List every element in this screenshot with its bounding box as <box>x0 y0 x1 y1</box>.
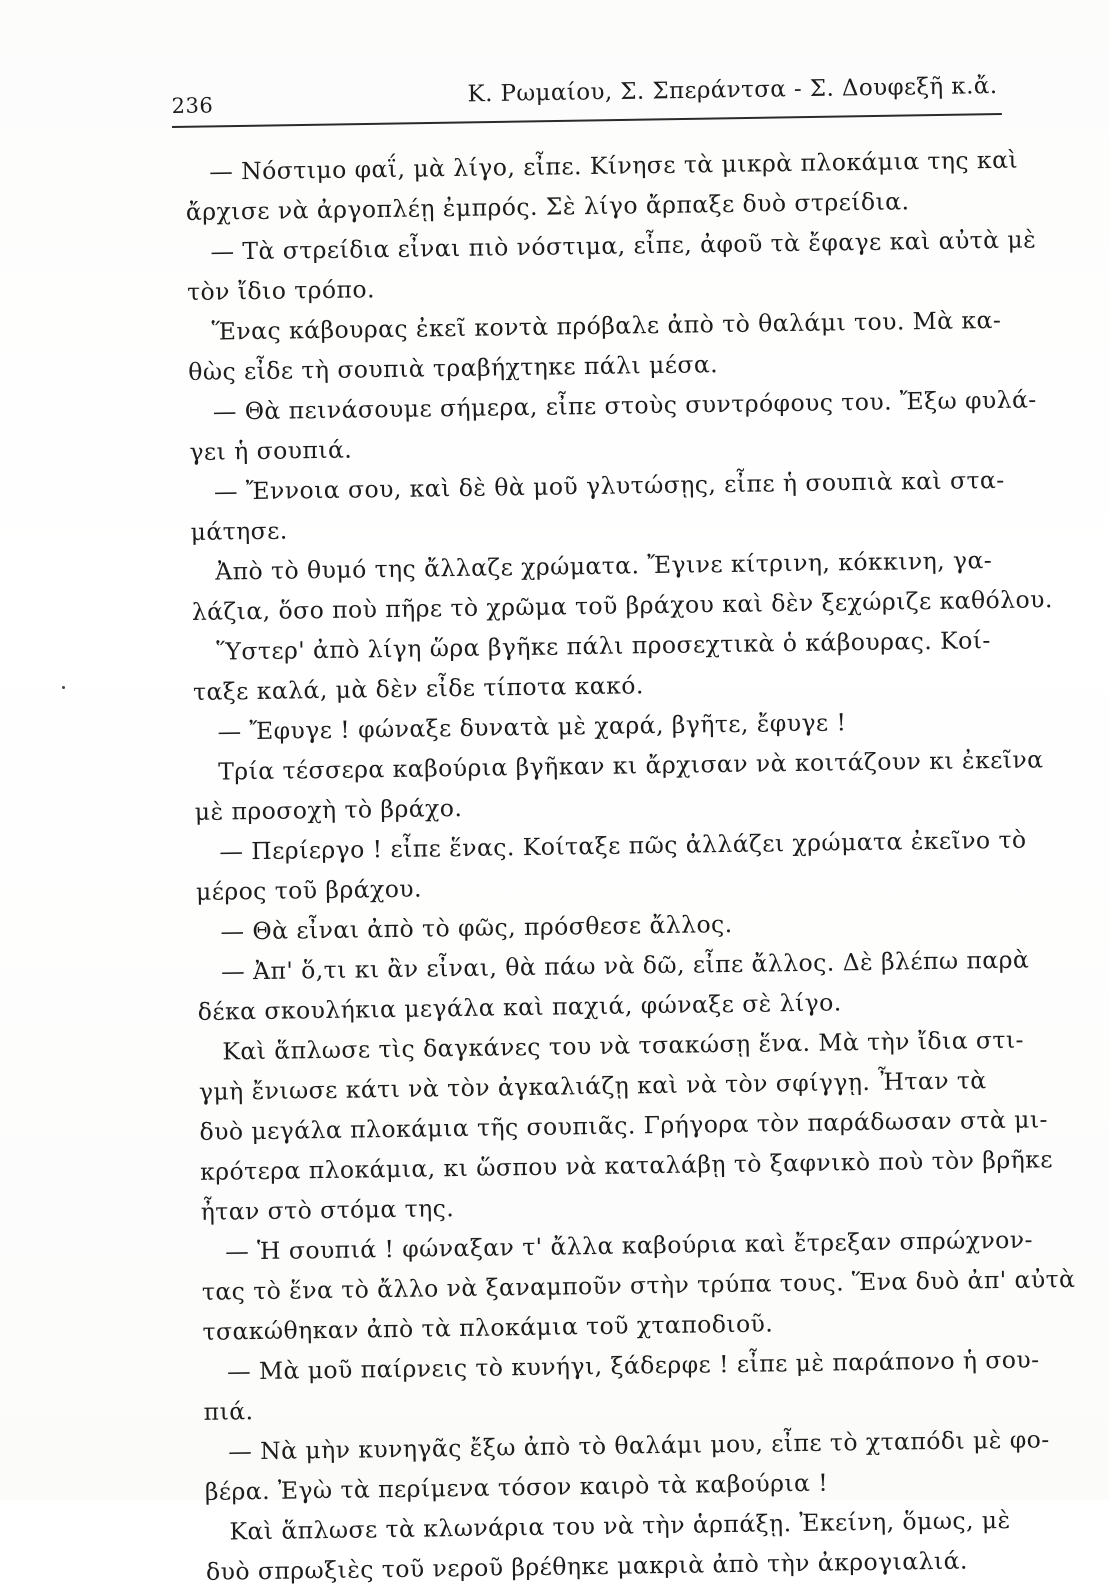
text-line: — Περίεργο ! εἶπε ἕνας. Κοίταξε πῶς ἀλλάζει χρώματα ἐκεῖνο τὸ <box>219 825 1027 866</box>
text-line: δέκα σκουλήκια μεγάλα καὶ παχιά, φώναξε σὲ λίγο. <box>197 988 842 1026</box>
text-line: — Ἔννοια σου, καὶ δὲ θὰ μοῦ γλυτώσῃς, εἶπε ἡ σουπιὰ καὶ στα- <box>213 465 1005 506</box>
body-text <box>185 140 1076 1592</box>
text-line: — Μὰ μοῦ παίρνεις τὸ κυνήγι, ξάδερφε ! εἶπε μὲ παράπονο ἡ σου- <box>226 1345 1040 1386</box>
text-line: — Ἔφυγε ! φώναξε δυνατὰ μὲ χαρά, βγῆτε, ἔφυγε ! <box>217 708 847 746</box>
text-line: πιά. <box>203 1397 254 1426</box>
page-number: 236 <box>171 93 214 119</box>
text-line: δυὸ μεγάλα πλοκάμια τῆς σουπιᾶς. Γρήγορα τὸν παράδωσαν στὰ μι- <box>199 1105 1049 1146</box>
text-line: — Τὰ στρείδια εἶναι πιὸ νόστιμα, εἶπε, ἀφοῦ τὰ ἔφαγε καὶ αὐτὰ μὲ <box>210 225 1037 266</box>
text-line: δυὸ σπρωξιὲς τοῦ νεροῦ βρέθηκε μακριὰ ἀπὸ τὴν ἀκρογιαλιά. <box>205 1546 969 1586</box>
text-line: μάτησε. <box>190 516 288 546</box>
text-line: τὸν ἴδιο τρόπο. <box>186 275 376 306</box>
text-line: Τρία τέσσερα καβούρια βγῆκαν κι ἄρχισαν νὰ κοιτάζουν κι ἐκεῖνα <box>217 745 1044 786</box>
text-line: — Νὰ μὴν κυνηγᾶς ἔξω ἀπὸ τὸ θαλάμι μου, εἶπε τὸ χταπόδι μὲ φο- <box>228 1425 1050 1466</box>
text-line: βέρα. Ἐγὼ τὰ περίμενα τόσον καιρὸ τὰ καβούρια ! <box>204 1468 829 1506</box>
text-line: Καὶ ἅπλωσε τὶς δαγκάνες του νὰ τσακώσῃ ἕνα. Μὰ τὴν ἴδια στι- <box>222 1025 1025 1066</box>
text-line: γει ἡ σουπιά. <box>189 435 353 466</box>
text-line: μέρος τοῦ βράχου. <box>195 874 423 906</box>
text-line: γμὴ ἔνιωσε κάτι νὰ τὸν ἀγκαλιάζῃ καὶ νὰ τὸν σφίγγῃ. Ἦταν τὰ <box>198 1066 987 1106</box>
text-line: ἦταν στὸ στόμα της. <box>200 1194 455 1226</box>
text-line: μὲ προσοχὴ τὸ βράχο. <box>194 793 463 826</box>
text-line: — Ἡ σουπιά ! φώναξαν τ' ἄλλα καβούρια καὶ ἔτρεξαν σπρώχνον- <box>225 1225 1034 1266</box>
text-line: λάζια, ὅσο ποὺ πῆρε τὸ χρῶμα τοῦ βράχου καὶ δὲν ξεχώριζε καθόλου. <box>191 585 1053 626</box>
text-line: Καὶ ἅπλωσε τὰ κλωνάρια του νὰ τὴν ἁρπάξῃ. Ἐκείνη, ὅμως, μὲ <box>229 1505 1011 1546</box>
text-line: Ὕστερ' ἀπὸ λίγη ὥρα βγῆκε πάλι προσεχτικὰ ὁ κάβουρας. Κοί- <box>216 626 991 666</box>
text-line: ταξε καλά, μὰ δὲν εἶδε τίποτα κακό. <box>192 671 644 706</box>
text-line: — Θὰ εἶναι ἀπὸ τὸ φῶς, πρόσθεσε ἄλλος. <box>220 909 733 946</box>
text-line: τας τὸ ἕνα τὸ ἄλλο νὰ ξαναμποῦν στὴν τρύπα τους. Ἕνα δυὸ ἀπ' αὐτὰ <box>201 1264 1076 1306</box>
text-line: Ἀπὸ τὸ θυμό της ἄλλαζε χρώματα. Ἔγινε κίτρινη, κόκκινη, γα- <box>215 546 993 586</box>
text-line: — Νόστιμο φαΐ, μὰ λίγο, εἶπε. Κίνησε τὰ μικρὰ πλοκάμια της καὶ <box>209 145 1019 186</box>
running-head: Κ. Ρωμαίου, Σ. Σπεράντσα - Σ. Δουφεξῆ κ.ἄ. <box>467 73 998 108</box>
text-line: θὼς εἶδε τὴ σουπιὰ τραβήχτηκε πάλι μέσα. <box>188 350 719 386</box>
text-line: τσακώθηκαν ἀπὸ τὰ πλοκάμια τοῦ χταποδιοῦ. <box>202 1309 774 1346</box>
margin-speck <box>62 686 65 689</box>
text-line: κρότερα πλοκάμια, κι ὥσπου νὰ καταλάβῃ τὸ ξαφνικὸ ποὺ τὸν βρῆκε <box>199 1145 1054 1186</box>
text-line: — Ἀπ' ὅ,τι κι ἂν εἶναι, θὰ πάω νὰ δῶ, εἶπε ἄλλος. Δὲ βλέπω παρὰ <box>220 945 1030 986</box>
text-line: ἄρχισε νὰ ἀργοπλέῃ ἐμπρός. Σὲ λίγο ἄρπαξε δυὸ στρείδια. <box>185 187 910 226</box>
text-line: Ἕνας κάβουρας ἐκεῖ κοντὰ πρόβαλε ἀπὸ τὸ θαλάμι του. Μὰ κα- <box>211 305 1002 346</box>
text-line: — Θὰ πεινάσουμε σήμερα, εἶπε στοὺς συντρόφους του. Ἔξω φυλά- <box>212 385 1037 426</box>
page-header <box>171 67 1002 128</box>
